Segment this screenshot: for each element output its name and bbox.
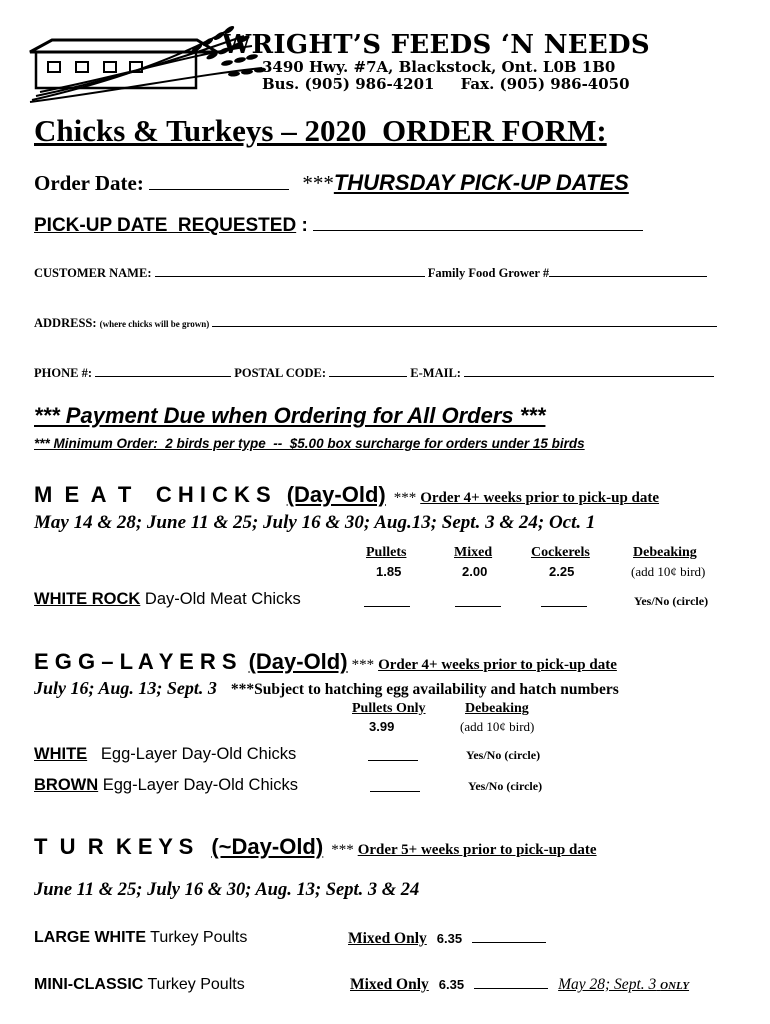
address-note: (where chicks will be grown) xyxy=(99,319,210,329)
family-grower-label: Family Food Grower # xyxy=(427,266,550,280)
meat-row-rest: Day-Old Meat Chicks xyxy=(140,590,301,608)
turkey-order-note: Order 5+ weeks prior to pick-up date xyxy=(357,842,597,858)
egg-dates: July 16; Aug. 13; Sept. 3 xyxy=(34,678,217,698)
turkey-row2-extra-only: ONLY xyxy=(660,980,690,992)
order-date-row xyxy=(34,170,629,196)
egg-debeaking-label: Debeaking xyxy=(465,701,529,716)
egg-row-white-rest: Egg-Layer Day-Old Chicks xyxy=(87,745,297,763)
meat-price-mixed: 2.00 xyxy=(462,564,488,579)
pickup-requested-row xyxy=(34,215,643,237)
turkey-row2-extra xyxy=(558,976,689,993)
egg-dayold: (Day-Old) xyxy=(248,649,348,674)
egg-pullets-label: Pullets Only xyxy=(352,701,426,716)
meat-heading-row xyxy=(34,482,659,508)
address-field[interactable] xyxy=(212,316,717,327)
meat-cockerels-qty[interactable] xyxy=(541,596,587,607)
turkey-row2-bold: MINI-CLASSIC xyxy=(34,976,144,993)
customer-name-label: CUSTOMER NAME: xyxy=(34,266,152,280)
meat-price-cockerels: 2.25 xyxy=(549,564,575,579)
postal-field[interactable] xyxy=(329,366,407,377)
email-label: E-MAIL: xyxy=(410,366,461,380)
egg-heading: E G G – L A Y E R S xyxy=(34,649,237,674)
address-row xyxy=(34,316,717,331)
turkey-heading-row xyxy=(34,834,597,860)
turkey-row2-extra-dates: May 28; Sept. 3 xyxy=(558,976,657,993)
meat-dates: May 14 & 28; June 11 & 25; July 16 & 30; Aug.13; Sept. 3 & 24; Oct. 1 xyxy=(34,512,596,533)
meat-debeaking-note: (add 10¢ bird) xyxy=(631,564,706,579)
turkey-row1-rest: Turkey Poults xyxy=(146,929,248,946)
customer-name-field[interactable] xyxy=(155,266,425,277)
meat-col-pullets: Pullets xyxy=(366,545,407,560)
egg-brown-yes-no[interactable]: Yes/No (circle) xyxy=(468,779,543,793)
turkey-row-mini-classic xyxy=(34,976,245,994)
egg-order-stars: *** xyxy=(351,657,375,673)
turkey-row1-mixed: Mixed Only xyxy=(348,930,427,947)
egg-subject-note: ***Subject to hatching egg availability and hatch numbers xyxy=(230,681,619,698)
email-field[interactable] xyxy=(464,366,714,377)
egg-dates-row xyxy=(34,678,619,699)
address-label: ADDRESS: xyxy=(34,316,97,330)
pickup-requested-label: PICK-UP DATE REQUESTED xyxy=(34,215,297,236)
meat-yes-no[interactable]: Yes/No (circle) xyxy=(634,594,709,608)
phone-field[interactable] xyxy=(95,366,231,377)
company-name: WRIGHT’S FEEDS ‘N NEEDS xyxy=(222,30,650,60)
pickup-colon: : xyxy=(301,215,308,236)
turkey-order-stars: *** xyxy=(331,842,354,858)
meat-pullets-qty[interactable] xyxy=(364,596,410,607)
turkey-row1-price: 6.35 xyxy=(436,931,463,946)
contact-row xyxy=(34,366,714,381)
payment-note: *** Payment Due when Ordering for All Orders *** xyxy=(34,403,546,428)
turkey-row1-pricing xyxy=(348,930,546,948)
egg-order-note: Order 4+ weeks prior to pick-up date xyxy=(378,657,617,673)
phone-label: PHONE #: xyxy=(34,366,92,380)
customer-row xyxy=(34,266,707,281)
turkey-heading: T U R K E Y S xyxy=(34,834,194,859)
meat-dayold: (Day-Old) xyxy=(286,482,386,507)
egg-heading-row xyxy=(34,649,617,675)
egg-row-white xyxy=(34,745,296,764)
minimum-note: *** Minimum Order: 2 birds per type -- $5.00 box surcharge for orders under 15 birds xyxy=(34,436,585,451)
turkey-row2-pricing xyxy=(350,976,689,994)
meat-col-mixed: Mixed xyxy=(454,545,493,560)
turkey-row1-qty[interactable] xyxy=(472,932,546,943)
form-title: Chicks & Turkeys – 2020 ORDER FORM: xyxy=(34,113,607,148)
thursday-note: THURSDAY PICK-UP DATES xyxy=(333,170,629,195)
turkey-dayold: (~Day-Old) xyxy=(211,834,324,859)
meat-col-cockerels: Cockerels xyxy=(531,545,590,560)
meat-price-pullets: 1.85 xyxy=(376,564,402,579)
meat-row-white-rock xyxy=(34,590,301,609)
egg-row-brown-bold: BROWN xyxy=(34,776,99,794)
company-phones: Bus. (905) 986-4201 Fax. (905) 986-4050 xyxy=(262,75,630,93)
egg-row-brown-rest: Egg-Layer Day-Old Chicks xyxy=(98,776,299,794)
meat-row-bold: WHITE ROCK xyxy=(34,590,141,608)
egg-row-brown xyxy=(34,776,298,795)
egg-pullets-price: 3.99 xyxy=(369,719,395,734)
egg-brown-qty[interactable] xyxy=(370,781,420,792)
turkey-row1-bold: LARGE WHITE xyxy=(34,929,146,946)
turkey-row2-mixed: Mixed Only xyxy=(350,976,429,993)
turkey-dates: June 11 & 25; July 16 & 30; Aug. 13; Sept. 3 & 24 xyxy=(34,880,420,900)
pickup-requested-field[interactable] xyxy=(313,220,643,231)
turkey-row-large-white xyxy=(34,929,247,947)
turkey-row2-price: 6.35 xyxy=(438,977,465,992)
egg-debeaking-note: (add 10¢ bird) xyxy=(460,719,535,734)
turkey-row2-rest: Turkey Poults xyxy=(143,976,245,993)
postal-label: POSTAL CODE: xyxy=(234,366,327,380)
meat-order-note: Order 4+ weeks prior to pick-up date xyxy=(420,490,660,506)
meat-order-stars: *** xyxy=(393,490,417,506)
order-date-label: Order Date: xyxy=(34,171,144,195)
meat-heading: M E A T C H I C K S xyxy=(34,482,271,507)
egg-white-qty[interactable] xyxy=(368,750,418,761)
company-address: 3490 Hwy. #7A, Blackstock, Ont. L0B 1B0 xyxy=(262,58,616,76)
family-grower-field[interactable] xyxy=(549,266,707,277)
egg-white-yes-no[interactable]: Yes/No (circle) xyxy=(466,748,541,762)
order-date-field[interactable] xyxy=(149,179,289,190)
meat-mixed-qty[interactable] xyxy=(455,596,501,607)
turkey-row2-qty[interactable] xyxy=(474,978,548,989)
pickup-stars: *** xyxy=(302,171,334,195)
egg-row-white-bold: WHITE xyxy=(34,745,88,763)
meat-debeaking-label: Debeaking xyxy=(633,545,697,560)
